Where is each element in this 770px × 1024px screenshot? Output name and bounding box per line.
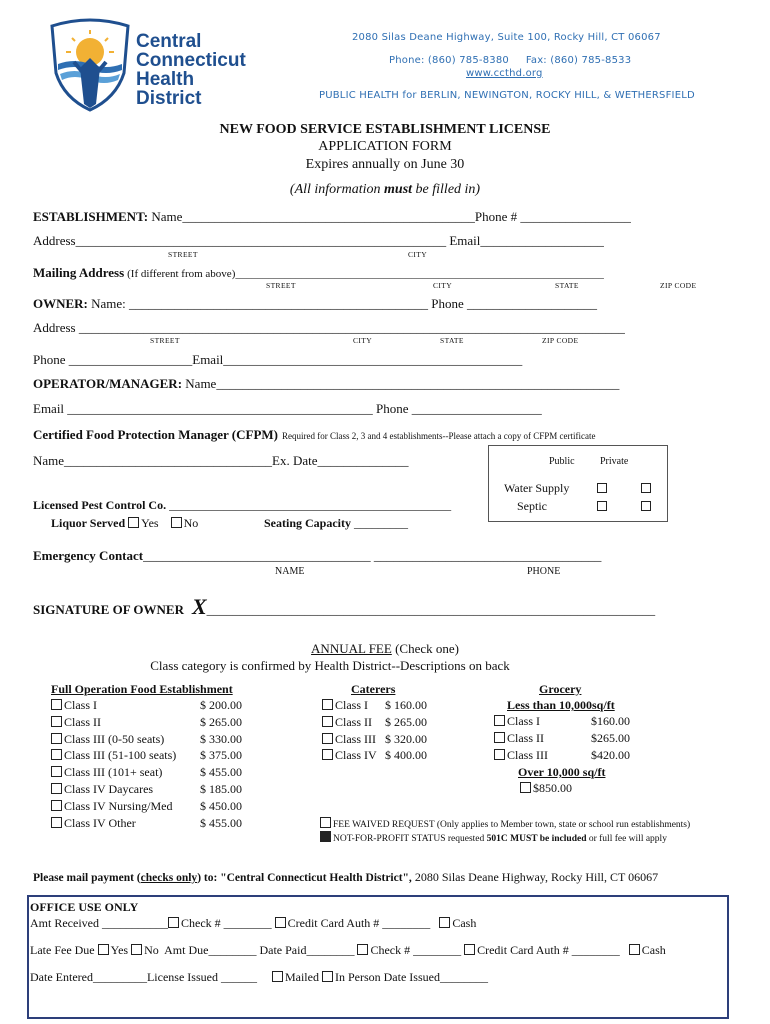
full-op-item-label: Class II [64,714,101,729]
header-website-link[interactable]: www.ccthd.org [466,68,543,79]
cfpm-label: Certified Food Protection Manager (CFPM) [33,427,279,442]
caterer-item-label: Class I [335,698,368,712]
full-op-item-checkbox[interactable] [51,699,62,710]
mailing-sub-zip: ZIP CODE [660,281,697,290]
full-op-item-row [51,816,136,831]
water-septic-box [488,445,668,522]
full-op-item-row [51,748,176,763]
full-op-item-price: $ 330.00 [200,731,242,746]
caterer-item-checkbox[interactable] [322,699,333,710]
owner-sub-city: CITY [353,336,373,345]
full-op-item-row [51,765,162,780]
logo-line-3: Health [136,69,195,90]
owner-contact-row[interactable]: Phone ___________________Email______________________________________________ [33,352,523,367]
row-septic: Septic [517,499,547,513]
full-op-item-checkbox[interactable] [51,749,62,760]
operator-email-row[interactable]: Email _______________________________________________ Phone ____________________ [33,401,542,416]
full-op-item-price: $ 375.00 [200,748,242,763]
mail-payment-row: Please mail payment (checks only) to: "Central Connecticut Health District", 2080 Silas Deane Highway, Rocky Hill, CT 06067 [33,870,659,884]
office-cash-checkbox[interactable] [439,917,450,928]
seating-capacity-label: Seating Capacity [264,516,351,530]
grocery-item-checkbox[interactable] [494,732,505,743]
seating-capacity-row[interactable]: Seating Capacity _________ [264,516,408,530]
late-fee-yes-checkbox[interactable] [98,944,109,955]
liquor-row [51,516,198,531]
establishment-address-row[interactable]: Address_________________________________________________________ Email___________________ [33,233,604,248]
grocery-title: Grocery [539,682,582,696]
owner-sub-zip: ZIP CODE [542,336,579,345]
pest-control-label: Licensed Pest Control Co. [33,498,167,512]
caterer-item-row [322,732,376,747]
full-op-item-price: $ 455.00 [200,765,242,780]
full-op-item-checkbox[interactable] [51,800,62,811]
grocery-item-checkbox[interactable] [494,715,505,726]
grocery-item-label: Class I [507,714,540,728]
caterer-item-label: Class II [335,714,372,729]
liquor-label: Liquor Served [51,516,126,530]
operator-label: OPERATOR/MANAGER: [33,376,183,391]
caterer-item-price: $ 160.00 [385,698,427,712]
caterer-item-row [322,715,372,730]
caterer-item-checkbox[interactable] [322,733,333,744]
full-op-item-checkbox[interactable] [51,817,62,828]
col-private: Private [600,456,629,467]
grocery-item-label: Class III [507,747,548,762]
emergency-contact-label: Emergency Contact [33,548,144,563]
grocery-item-row [494,714,540,729]
full-op-item-row [51,799,172,814]
office-row-3[interactable]: Date Entered_________License Issued ______ Mailed In Person Date Issued________ [30,970,488,984]
grocery-over-row: $850.00 [520,781,572,796]
office-cash2-checkbox[interactable] [629,944,640,955]
form-instruction: (All information must be filled in) [289,182,481,197]
water-private-checkbox[interactable] [641,483,651,493]
office-row-2[interactable]: Late Fee Due Yes No Amt Due________ Date Paid________ Check # ________ Credit Card Auth # ________ Cash [30,943,666,957]
grocery-item-row [494,748,548,763]
establishment-name-row[interactable]: ESTABLISHMENT: Name_____________________________________________Phone # _________________ [33,209,631,224]
full-op-item-label: Class IV Nursing/Med [64,798,173,813]
district-logo [44,18,259,118]
caterer-item-price: $ 400.00 [385,748,427,763]
liquor-yes-label: Yes [141,516,159,530]
sub-street: STREET [168,250,198,259]
office-cc2-checkbox[interactable] [464,944,475,955]
full-op-item-row [51,698,97,713]
fee-waived-row: FEE WAIVED REQUEST (Only applies to Member town, state or school run establishments) [320,817,690,830]
full-op-title: Full Operation Food Establishment [51,682,233,696]
owner-sub-state: STATE [440,336,464,345]
establishment-label: ESTABLISHMENT: [33,209,149,224]
grocery-item-price: $265.00 [591,730,630,745]
office-title: OFFICE USE ONLY [30,900,139,914]
full-op-item-row [51,732,164,747]
owner-address-row[interactable]: Address ____________________________________________________________________________________ [33,320,625,335]
emergency-sub-name: NAME [275,566,305,577]
mailing-address-label: Mailing Address [33,265,125,280]
full-op-item-price: $ 200.00 [200,698,242,712]
emergency-contact-row[interactable]: Emergency Contact___________________________________ ___________________________________ [33,548,602,563]
row-water-supply: Water Supply [504,481,570,495]
logo-line-2: Connecticut [136,50,246,71]
office-use-box [27,895,729,1019]
in-person-checkbox[interactable] [322,971,333,982]
signature-label: SIGNATURE OF OWNER [33,602,184,617]
full-op-item-checkbox[interactable] [51,733,62,744]
grocery-item-label: Class II [507,730,544,745]
grocery-over-title: Over 10,000 sq/ft [518,765,606,779]
caterer-item-price: $ 320.00 [385,731,427,746]
full-op-item-checkbox[interactable] [51,766,62,777]
caterer-item-label: Class IV [335,748,377,763]
nonprofit-checkbox[interactable] [320,831,331,842]
caterer-item-price: $ 265.00 [385,714,427,729]
full-op-item-label: Class I [64,698,97,712]
full-op-item-checkbox[interactable] [51,716,62,727]
mailing-sub-state: STATE [555,281,579,290]
grocery-under-title: Less than 10,000sq/ft [507,698,615,712]
full-op-item-row [51,715,101,730]
cfpm-row [33,426,595,444]
operator-name-row[interactable]: OPERATOR/MANAGER: Name______________________________________________________________ [33,376,620,391]
full-op-item-price: $ 185.00 [200,782,242,796]
office-cc-checkbox[interactable] [275,917,286,928]
full-op-item-checkbox[interactable] [51,783,62,794]
form-title: NEW FOOD SERVICE ESTABLISHMENT LICENSE [219,122,551,137]
signature-x-mark: X [191,594,207,619]
full-op-item-price: $ 265.00 [200,714,242,729]
caterers-title: Caterers [351,682,396,696]
header-towns: PUBLIC HEALTH for BERLIN, NEWINGTON, ROCKY HILL, & WETHERSFIELD [319,90,695,101]
nonprofit-row: NOT-FOR-PROFIT STATUS requested 501C MUST be included or full fee will apply [320,831,667,844]
col-public: Public [549,456,575,467]
full-op-item-price: $ 450.00 [200,798,242,813]
owner-name-row[interactable]: OWNER: Name: ______________________________________________ Phone ____________________ [33,296,598,311]
full-op-item-label: Class IV Daycares [64,782,154,796]
late-fee-no-checkbox[interactable] [131,944,142,955]
caterer-item-label: Class III [335,731,376,746]
liquor-no-checkbox[interactable] [171,517,182,528]
full-op-item-label: Class IV Other [64,815,136,830]
caterer-item-row [322,698,368,713]
grocery-item-price: $420.00 [591,747,630,762]
shield-logo-icon [44,18,136,114]
caterer-item-checkbox[interactable] [322,716,333,727]
header-phone-fax: Phone: (860) 785-8380 Fax: (860) 785-8533 [389,55,632,66]
header-address: 2080 Silas Deane Highway, Suite 100, Rocky Hill, CT 06067 [352,32,661,43]
liquor-no-label: No [183,516,199,530]
emergency-sub-phone: PHONE [527,566,561,577]
mailing-sub-city: CITY [433,281,453,290]
mailed-checkbox[interactable] [272,971,283,982]
liquor-yes-checkbox[interactable] [128,517,139,528]
office-check2-checkbox[interactable] [357,944,368,955]
grocery-over-checkbox[interactable] [520,782,531,793]
signature-row[interactable]: SIGNATURE OF OWNER X_____________________________________________________________________ [33,594,656,619]
annual-fee-sub: Class category is confirmed by Health District--Descriptions on back [150,658,510,673]
logo-line-1: Central [136,31,202,52]
caterer-item-row [322,748,377,763]
logo-line-4: District [136,88,202,109]
fee-waived-checkbox[interactable] [320,817,331,828]
sub-city: CITY [408,250,428,259]
septic-public-checkbox[interactable] [597,501,607,511]
owner-label: OWNER: [33,296,88,311]
owner-sub-street: STREET [150,336,180,345]
mailing-sub-street: STREET [266,281,296,290]
septic-private-checkbox[interactable] [641,501,651,511]
cfpm-note: Required for Class 2, 3 and 4 establishments--Please attach a copy of CFPM certificate [282,431,596,441]
full-op-item-price: $ 455.00 [200,815,242,830]
caterer-item-checkbox[interactable] [322,749,333,760]
full-op-item-label: Class III (0-50 seats) [64,731,165,746]
form-expiry: Expires annually on June 30 [305,157,465,172]
pest-control-row[interactable]: Licensed Pest Control Co. _______________________________________________ [33,498,452,512]
annual-fee-heading: ANNUAL FEE (Check one) [311,641,459,656]
grocery-item-price: $160.00 [591,714,630,728]
form-subtitle: APPLICATION FORM [318,139,452,154]
grocery-item-checkbox[interactable] [494,749,505,760]
office-check-checkbox[interactable] [168,917,179,928]
cfpm-name-row[interactable]: Name________________________________Ex. Date______________ [33,453,409,468]
office-row-1[interactable]: Amt Received ___________ Check # ________ Credit Card Auth # ________ Cash [30,916,477,930]
full-op-item-row [51,782,153,797]
mailing-address-row[interactable]: Mailing Address (If different from above)___________________________________________________________________ [33,265,604,280]
grocery-item-row [494,731,544,746]
full-op-item-label: Class III (101+ seat) [64,765,163,780]
water-public-checkbox[interactable] [597,483,607,493]
full-op-item-label: Class III (51-100 seats) [64,748,177,763]
